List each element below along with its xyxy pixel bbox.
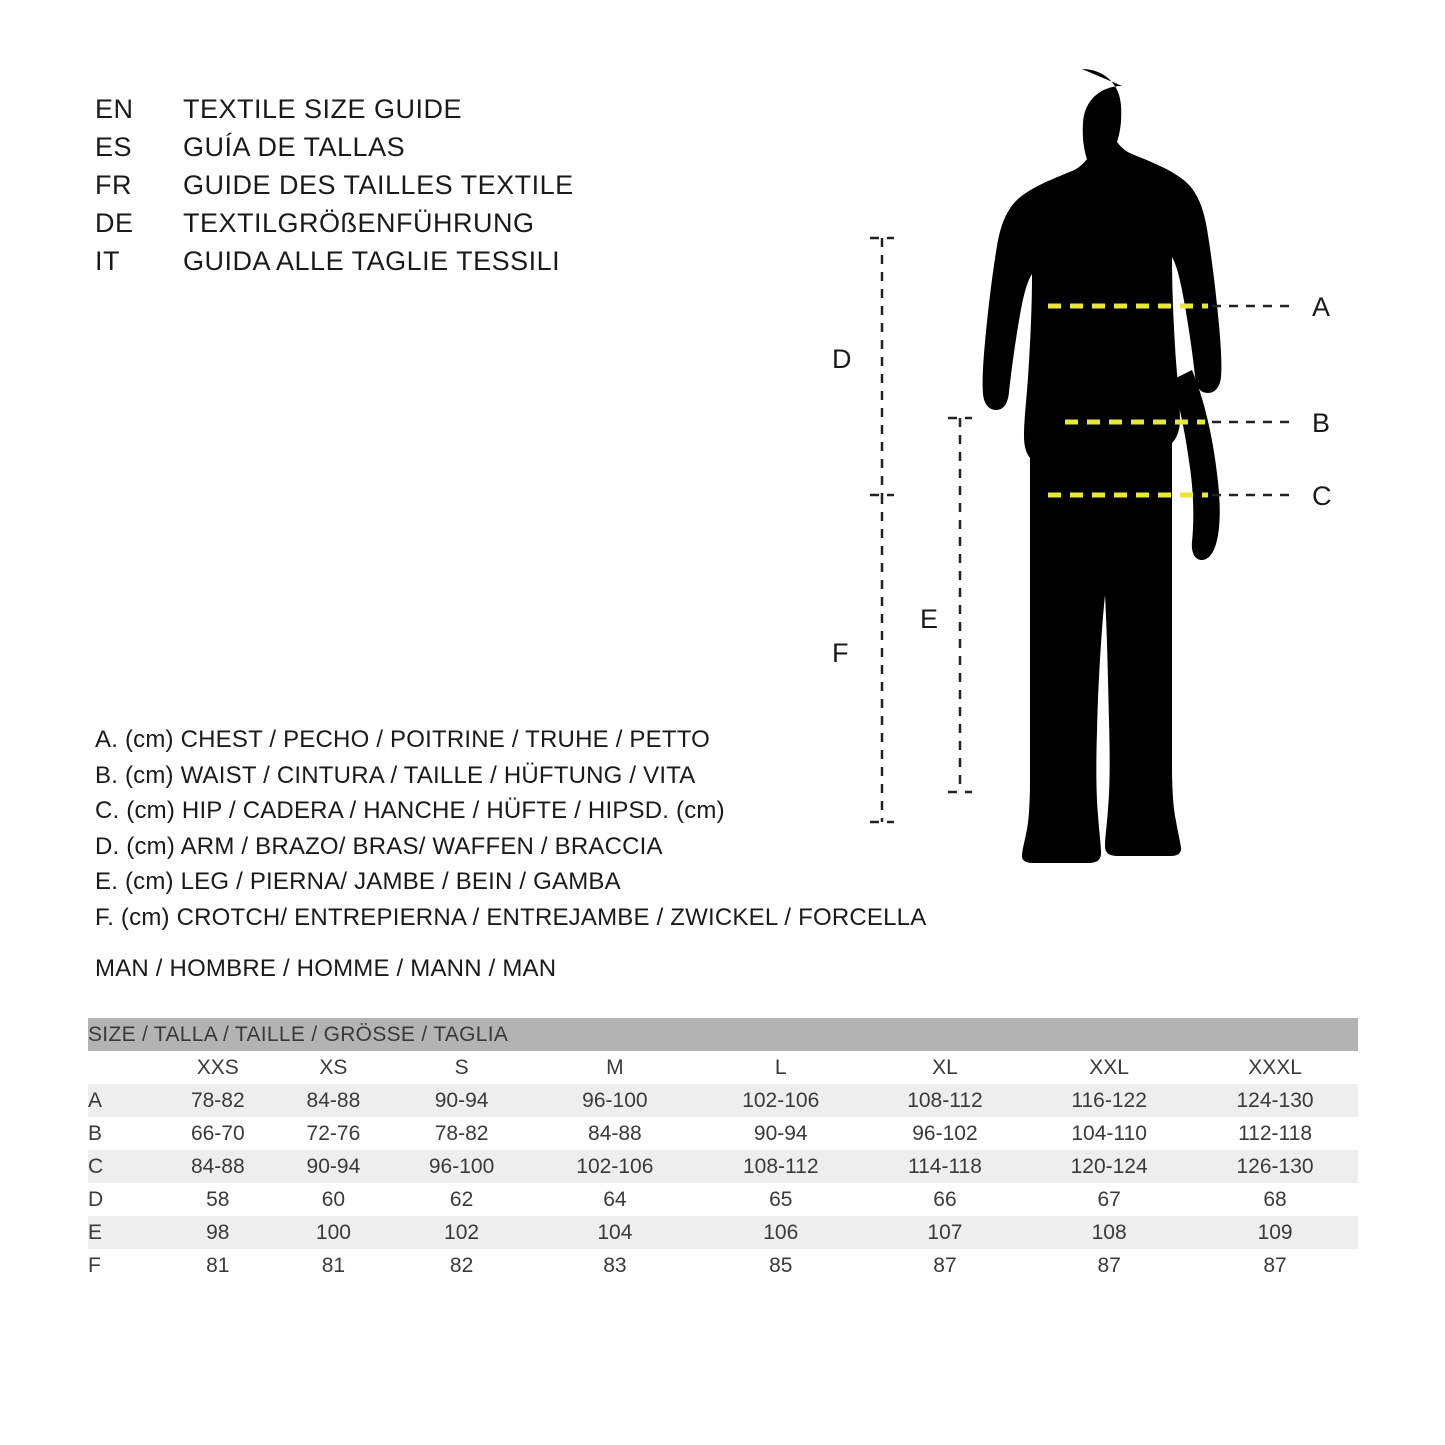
cell-a-xxl: 116-122: [1026, 1084, 1192, 1117]
cell-a-xxs: 78-82: [160, 1084, 276, 1117]
table-row: [88, 1216, 1358, 1249]
size-header-xl: XL: [864, 1051, 1027, 1084]
size-header-m: M: [532, 1051, 698, 1084]
cell-c-l: 108-112: [698, 1150, 864, 1183]
leader-lines: [1212, 306, 1296, 495]
title-lang-es: ES: [95, 132, 133, 162]
cell-f-xl: 87: [864, 1249, 1027, 1282]
table-row: [88, 1249, 1358, 1282]
title-row: [95, 128, 574, 166]
cell-f-l: 85: [698, 1249, 864, 1282]
cell-f-xxs: 81: [160, 1249, 276, 1282]
cell-e-xxl: 108: [1026, 1216, 1192, 1249]
cell-e-xxs: 98: [160, 1216, 276, 1249]
cell-b-xs: 72-76: [276, 1117, 392, 1150]
cell-d-xxl: 67: [1026, 1183, 1192, 1216]
cell-b-xxl: 104-110: [1026, 1117, 1192, 1150]
marker-label-c: C: [1312, 481, 1332, 511]
cell-e-m: 104: [532, 1216, 698, 1249]
cell-b-m: 84-88: [532, 1117, 698, 1150]
row-label-e: E: [88, 1216, 160, 1249]
cell-e-s: 102: [391, 1216, 532, 1249]
gender-label: MAN / HOMBRE / HOMME / MANN / MAN: [95, 955, 557, 982]
cell-f-s: 82: [391, 1249, 532, 1282]
cell-c-xxs: 84-88: [160, 1150, 276, 1183]
table-row: [88, 1117, 1358, 1150]
row-label-d: D: [88, 1183, 160, 1216]
cell-a-m: 96-100: [532, 1084, 698, 1117]
row-label-f: F: [88, 1249, 160, 1282]
table-corner-cell: [88, 1051, 160, 1084]
legend-item-c: C. (cm) HIP / CADERA / HANCHE / HÜFTE / HIPSD. (cm): [95, 797, 725, 824]
marker-label-a: A: [1312, 292, 1331, 322]
table-size-header-row: [88, 1051, 1358, 1084]
size-table: [88, 1018, 1358, 1282]
cell-b-xxxl: 112-118: [1192, 1117, 1358, 1150]
cell-d-l: 65: [698, 1183, 864, 1216]
cell-f-xs: 81: [276, 1249, 392, 1282]
legend-item-b: B. (cm) WAIST / CINTURA / TAILLE / HÜFTUNG / VITA: [95, 761, 696, 789]
title-row: [95, 166, 574, 204]
cell-c-xl: 114-118: [864, 1150, 1027, 1183]
cell-a-xxxl: 124-130: [1192, 1084, 1358, 1117]
title-text-it: GUIDA ALLE TAGLIE TESSILI: [183, 246, 561, 276]
cell-b-xxs: 66-70: [160, 1117, 276, 1150]
title-row: [95, 242, 574, 280]
title-row: [95, 90, 574, 128]
size-header-xxs: XXS: [160, 1051, 276, 1084]
title-text-fr: GUIDE DES TAILLES TEXTILE: [183, 170, 574, 200]
title-lang-de: DE: [95, 208, 134, 238]
cell-d-xxxl: 68: [1192, 1183, 1358, 1216]
figure-diagram: [832, 70, 1380, 950]
cell-e-xs: 100: [276, 1216, 392, 1249]
cell-a-xs: 84-88: [276, 1084, 392, 1117]
cell-b-xl: 96-102: [864, 1117, 1027, 1150]
table-row: [88, 1183, 1358, 1216]
cell-c-xxl: 120-124: [1026, 1150, 1192, 1183]
title-block: [95, 90, 574, 280]
size-header-s: S: [391, 1051, 532, 1084]
cell-f-xxl: 87: [1026, 1249, 1192, 1282]
cell-c-xxxl: 126-130: [1192, 1150, 1358, 1183]
cell-c-xs: 90-94: [276, 1150, 392, 1183]
table-header-band-label: SIZE / TALLA / TAILLE / GRÖSSE / TAGLIA: [88, 1018, 1358, 1051]
marker-label-d: D: [832, 344, 852, 374]
cell-b-l: 90-94: [698, 1117, 864, 1150]
cell-a-xl: 108-112: [864, 1084, 1027, 1117]
man-silhouette-icon: [983, 69, 1222, 863]
size-header-xxxl: XXXL: [1192, 1051, 1358, 1084]
cell-d-xs: 60: [276, 1183, 392, 1216]
cell-b-s: 78-82: [391, 1117, 532, 1150]
legend-block: [95, 722, 926, 935]
legend-item-d: D. (cm) ARM / BRAZO/ BRAS/ WAFFEN / BRACCIA: [95, 832, 663, 860]
cell-e-l: 106: [698, 1216, 864, 1249]
row-label-b: B: [88, 1117, 160, 1150]
marker-label-b: B: [1312, 408, 1331, 438]
size-header-xxl: XXL: [1026, 1051, 1192, 1084]
legend-item-e: E. (cm) LEG / PIERNA/ JAMBE / BEIN / GAMBA: [95, 868, 621, 895]
table-row: [88, 1150, 1358, 1183]
dimension-lines: [870, 238, 972, 822]
legend-item-a: A. (cm) CHEST / PECHO / POITRINE / TRUHE / PETTO: [95, 726, 711, 753]
row-label-a: A: [88, 1084, 160, 1117]
title-text-en: TEXTILE SIZE GUIDE: [183, 94, 463, 124]
marker-label-e: E: [920, 604, 939, 634]
cell-c-m: 102-106: [532, 1150, 698, 1183]
title-row: [95, 204, 574, 242]
title-lang-it: IT: [95, 246, 120, 276]
size-header-l: L: [698, 1051, 864, 1084]
cell-d-m: 64: [532, 1183, 698, 1216]
marker-label-f: F: [832, 638, 849, 668]
cell-e-xxxl: 109: [1192, 1216, 1358, 1249]
cell-d-s: 62: [391, 1183, 532, 1216]
cell-e-xl: 107: [864, 1216, 1027, 1249]
table-header-band: [88, 1018, 1358, 1051]
cell-c-s: 96-100: [391, 1150, 532, 1183]
cell-a-l: 102-106: [698, 1084, 864, 1117]
title-lang-en: EN: [95, 94, 134, 124]
table-row: [88, 1084, 1358, 1117]
title-text-de: TEXTILGRÖßENFÜHRUNG: [183, 208, 535, 238]
cell-f-xxxl: 87: [1192, 1249, 1358, 1282]
legend-item-f: F. (cm) CROTCH/ ENTREPIERNA / ENTREJAMBE / ZWICKEL / FORCELLA: [95, 903, 927, 931]
title-text-es: GUÍA DE TALLAS: [183, 132, 406, 162]
cell-d-xxs: 58: [160, 1183, 276, 1216]
title-lang-fr: FR: [95, 170, 132, 200]
cell-f-m: 83: [532, 1249, 698, 1282]
cell-d-xl: 66: [864, 1183, 1027, 1216]
cell-a-s: 90-94: [391, 1084, 532, 1117]
size-header-xs: XS: [276, 1051, 392, 1084]
row-label-c: C: [88, 1150, 160, 1183]
